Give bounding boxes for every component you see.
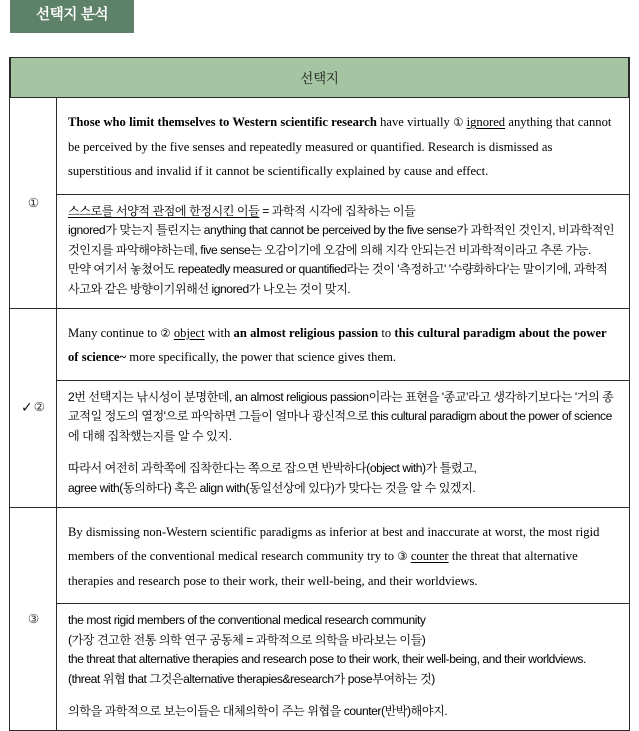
choice-number-2: ② [33,399,45,415]
table-row [10,508,629,731]
table-header-choices: 선택지 [10,57,629,98]
choice-content-3 [57,508,629,731]
choice-commentary-2: 2번 선택지는 낚시성이 분명한데, an almost religious passion이라는 표현을 '종교'라고 생각하기보다는 '거의 종교적일 정도의 열정'으로 파악하면 그들이 얼마나 광신적으로 this cultural paradigm about the power of science에 대해 집착했는지를 알 수 있지. 따라서 여전히 과학쪽에 집착한다는 쪽으로 잡으면 반박하다(object with)가 틀렸고, agree with(동의하다) 혹은 align with(동일선상에 있다)가 맞다는 것을 알 수 있겠지. [68,389,614,495]
choices-table [9,57,630,731]
choice-passage-1: Those who limit themselves to Western scientific research have virtually ① ignored anything that cannot be perceived by the five senses and repeatedly measured or quantified. Research is dismissed as superstitious and invalid if it cannot be scientifically explained by cause and effect. [57,98,629,195]
table-row [10,98,629,309]
choice-commentary-1: 스스로를 서양적 관점에 한정시킨 이들 = 과학적 시각에 집착하는 이들 ignored가 맞는지 틀린지는 anything that cannot be perceived by the five sense가 과학적인 것인지, 비과학적인것인지를 파악해야하는데, five sense는 오감이기에 오감에 의해 지각 안되는건 비과학적이라고 추론 가능. 만약 여기서 놓쳤어도 repeatedly measured or quantified라는 것이 '측정하고' '수량화하다'는 말이기에, 과학적 사고와 같은 방향이기위해선 ignored가 나오는 것이 맞지. [68,203,615,296]
choice-marker-1[interactable] [10,98,57,308]
check-icon-2: ✓ [21,399,33,416]
choice-marker-2[interactable] [10,309,57,507]
title-tab-container [0,0,639,46]
table-row [10,309,629,508]
choice-commentary-3: the most rigid members of the conventional medical research community (가장 견고한 전통 의학 연구 공동체 = 과학적으로 의학을 바라보는 이들) the threat that alternative therapies and research pose to their work, their well-being, and their worldviews. (threat 위협 that 그것은alternative therapies&research가 pose부여하는 것) 의학을 과학적으로 보는이들은 대체의학이 주는 위협을 counter(반박)해야지. [68,613,586,719]
page-title: 선택지 분석 [10,0,134,33]
choice-number-1: ① [27,194,40,210]
choice-marker-3[interactable] [10,508,57,731]
choice-passage-2: Many continue to ② object with an almost religious passion to this cultural paradigm about the power of science~ more specifically, the power that science gives them. [57,309,629,381]
choice-content-2 [57,309,629,507]
choice-content-1 [57,98,629,308]
choice-number-3: ③ [27,610,40,626]
choice-passage-3: By dismissing non-Western scientific paradigms as inferior at best and inaccurate at worst, the most rigid members of the conventional medical research community try to ③ counter the threat that alternative therapies and research pose to their work, their well-being, and their worldviews. [57,508,629,605]
